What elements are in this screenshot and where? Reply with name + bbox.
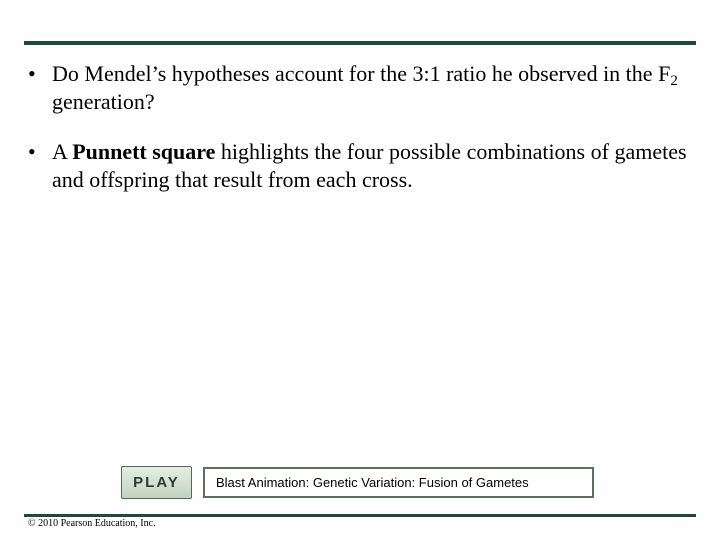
bullet-list: [28, 60, 688, 216]
bullet-text-part: Do Mendel’s hypotheses account for the 3:1 ratio he observed in the F: [52, 61, 671, 86]
top-divider: [24, 41, 696, 45]
play-button[interactable]: PLAY: [121, 466, 192, 499]
bold-term-punnett-square: Punnett square: [72, 139, 216, 164]
bullet-marker: •: [28, 139, 36, 164]
animation-link-button[interactable]: [203, 467, 594, 498]
bullet-text-part: generation?: [52, 89, 155, 114]
bullet-text-part: A: [52, 139, 73, 164]
copyright-notice: © 2010 Pearson Education, Inc.: [28, 518, 156, 529]
bottom-divider: [24, 514, 696, 517]
animation-title: Blast Animation: Genetic Variation: Fusion of Gametes: [216, 475, 529, 490]
bullet-item-punnett-square: [28, 138, 688, 194]
bullet-marker: •: [28, 61, 36, 86]
subscript-2: 2: [670, 73, 678, 89]
bullet-text-part: highlights the four possible combinations of gametes and offspring that result from each cross.: [52, 139, 687, 192]
bullet-item-mendel-hypotheses: [28, 60, 688, 116]
